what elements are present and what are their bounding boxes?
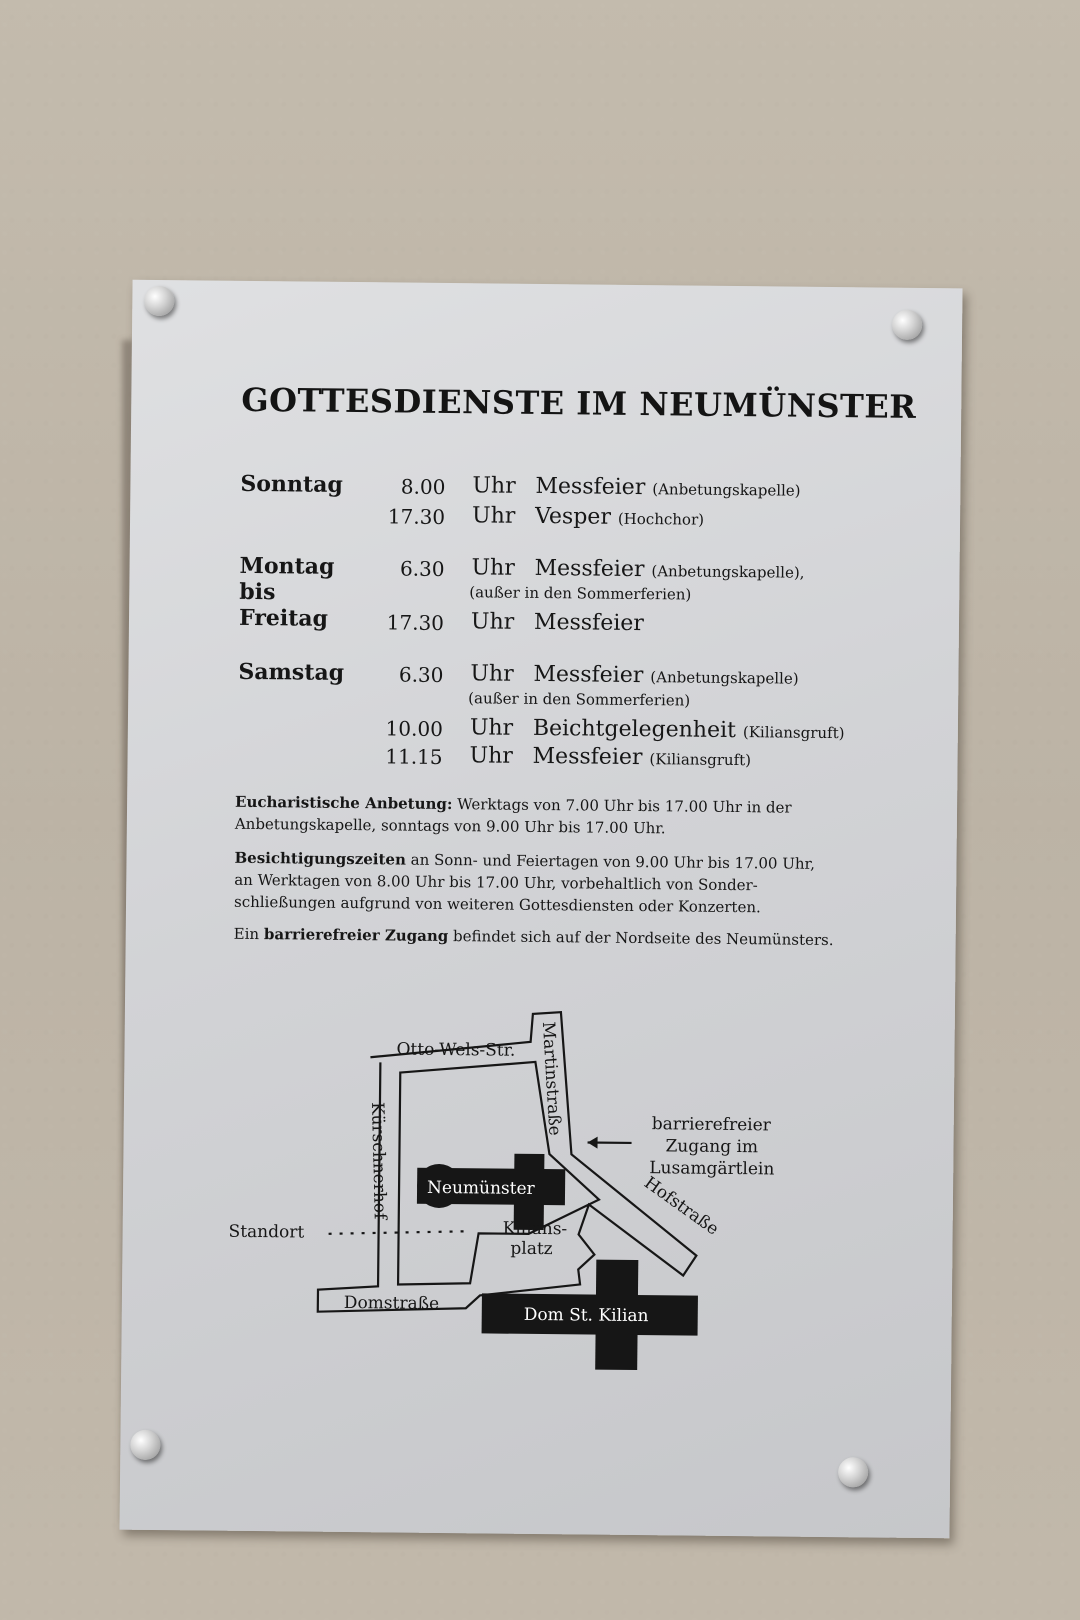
service: Messfeier (Kiliansgruft) <box>532 743 752 771</box>
standort-label: Standort <box>228 1221 305 1243</box>
time: 6.30 <box>399 556 445 581</box>
time: 10.00 <box>385 716 444 741</box>
bolt-top-right <box>892 310 922 340</box>
access-arrow-head <box>587 1137 597 1149</box>
dom-label: Dom St. Kilian <box>523 1304 649 1327</box>
service: Messfeier <box>533 609 645 637</box>
access-label-3: Lusamgärtlein <box>649 1158 775 1180</box>
uhr: Uhr <box>471 555 515 581</box>
uhr: Uhr <box>472 473 516 499</box>
service-note: (außer in den Sommerferien) <box>468 689 691 710</box>
neumuenster-label: Neumünster <box>426 1177 535 1199</box>
time: 6.30 <box>398 662 444 687</box>
day-label: Montag bis Freitag <box>238 552 335 632</box>
service-note: (außer in den Sommerferien) <box>469 583 692 604</box>
uhr: Uhr <box>470 661 514 687</box>
adoration-paragraph: Eucharistische Anbetung: Werktags von 7.00 Uhr bis 17.00 Uhr in der Anbetungskapelle, sonntags von 9.00 Uhr bis 17.00 Uhr. <box>234 792 792 838</box>
kiliansplatz-label-1: Kilians- <box>502 1218 568 1240</box>
time: 8.00 <box>400 474 446 499</box>
service: Vesper (Hochchor) <box>534 503 705 530</box>
kuerschnerhof-label: Kürschnerhof <box>366 1101 390 1220</box>
access-label-2: Zugang im <box>665 1136 759 1158</box>
bolt-bottom-right <box>838 1457 868 1487</box>
day-label: Samstag <box>238 658 345 686</box>
day-label: Sonntag <box>240 470 343 498</box>
hofstrasse-label: Hofstraße <box>640 1172 723 1240</box>
domstrasse-label: Domstraße <box>343 1292 440 1314</box>
service: Messfeier (Anbetungskapelle), <box>534 555 805 583</box>
otto-wels-label: Otto-Wels-Str. <box>396 1039 516 1061</box>
kiliansplatz-label-2: platz <box>510 1238 553 1260</box>
access-label-1: barrierefreier <box>651 1114 771 1136</box>
service: Messfeier (Anbetungskapelle) <box>535 473 801 501</box>
time: 11.15 <box>385 744 443 769</box>
bolt-top-left <box>144 286 174 316</box>
martinstrasse-label: Martinstraße <box>537 1021 565 1137</box>
time: 17.30 <box>387 504 446 529</box>
service: Beichtgelegenheit (Kiliansgruft) <box>532 715 845 744</box>
sign-plate <box>119 280 962 1539</box>
bolt-bottom-left <box>130 1430 160 1460</box>
uhr: Uhr <box>469 715 514 741</box>
visiting-hours-paragraph: Besichtigungszeiten an Sonn- und Feiertagen von 9.00 Uhr bis 17.00 Uhr, an Werktagen von 8.00 Uhr bis 17.00 Uhr, vorbehaltlich von Sonderschließungen aufgrund von weiteren Gottesdiensten oder Konzerten. <box>233 848 815 917</box>
uhr: Uhr <box>471 503 516 529</box>
location-map <box>217 1001 801 1387</box>
sign-title: GOTTESDIENSTE IM NEUMÜNSTER <box>241 380 917 426</box>
time: 17.30 <box>386 610 445 635</box>
service: Messfeier (Anbetungskapelle) <box>533 661 799 689</box>
uhr: Uhr <box>470 609 515 635</box>
accessibility-paragraph: Ein barrierefreier Zugang befindet sich auf der Nordseite des Neumünsters. <box>233 924 834 950</box>
uhr: Uhr <box>469 743 513 769</box>
